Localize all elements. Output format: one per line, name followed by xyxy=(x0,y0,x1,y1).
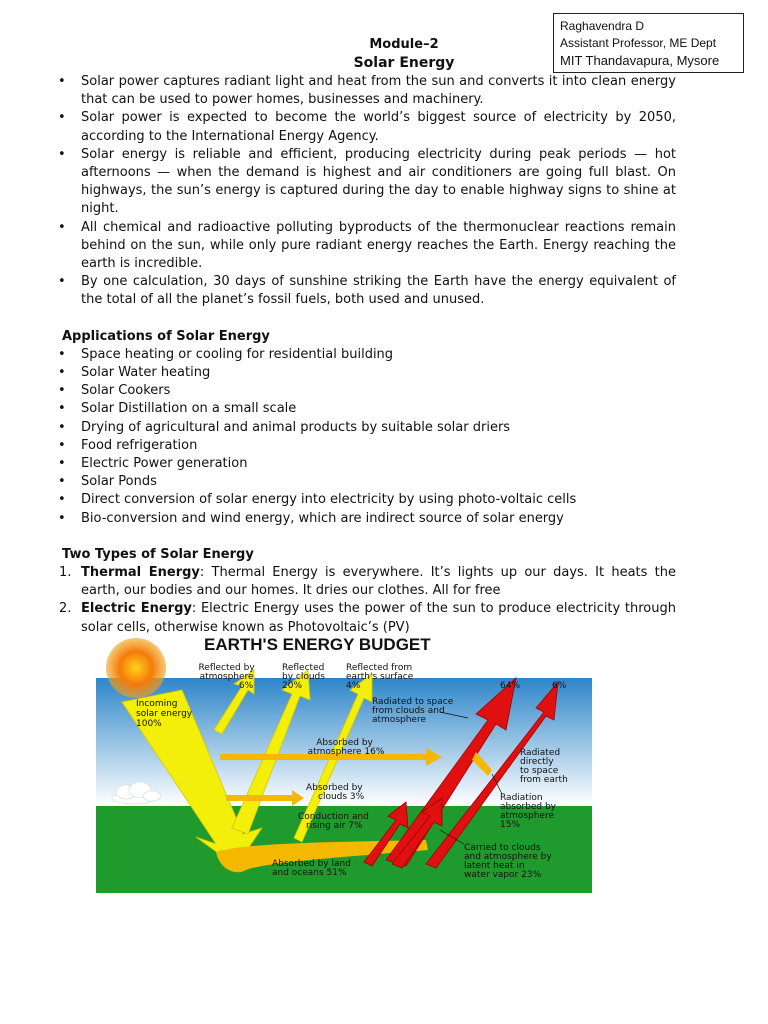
list-item: • Direct conversion of solar energy into electricity by using photo-voltaic cells xyxy=(62,491,676,509)
term-label: Thermal Energy xyxy=(81,565,200,581)
energy-budget-svg xyxy=(96,630,592,893)
list-item: • Bio-conversion and wind energy, which are indirect source of solar energy xyxy=(62,510,676,528)
list-item: • Solar power captures radiant light and heat from the sun and converts it into clean energy that can be used to power homes, businesses and machinery. xyxy=(62,73,676,109)
label-reflected-atmosphere: Reflected by atmosphere 6% xyxy=(198,663,255,691)
label-radiated-directly: Radiated directly to space from earth xyxy=(520,748,568,785)
list-number: 2. xyxy=(59,601,72,617)
types-heading: Two Types of Solar Energy xyxy=(62,546,254,562)
list-item: • Food refrigeration xyxy=(62,437,676,455)
types-list xyxy=(59,564,676,637)
term-label: Electric Energy xyxy=(81,601,192,617)
label-6-percent: 6% xyxy=(552,681,567,691)
label-absorbed-land: Absorbed by land and oceans 51% xyxy=(272,859,351,878)
applications-list xyxy=(62,346,676,528)
label-radiation-absorbed: Radiation absorbed by atmosphere 15% xyxy=(500,793,556,830)
label-incoming: Incoming solar energy 100% xyxy=(136,699,193,729)
list-item: • Solar Ponds xyxy=(62,473,676,491)
diagram-title: EARTH'S ENERGY BUDGET xyxy=(204,635,431,654)
module-title: Module–2 xyxy=(369,37,439,52)
list-item: • Solar Cookers xyxy=(62,382,676,400)
list-number: 1. xyxy=(59,565,72,581)
list-item: • Solar Water heating xyxy=(62,364,676,382)
list-item: • Space heating or cooling for residential building xyxy=(62,346,676,364)
list-item: • Electric Power generation xyxy=(62,455,676,473)
list-item xyxy=(59,564,676,600)
list-item: • Solar Distillation on a small scale xyxy=(62,400,676,418)
applications-heading: Applications of Solar Energy xyxy=(62,328,270,344)
list-item: • All chemical and radioactive polluting byproducts of the thermonuclear reactions remain behind on the sun, while only pure radiant energy reaches the Earth. Energy reaching the earth is incredible. xyxy=(62,219,676,274)
author-institute: MIT Thandavapura, Mysore xyxy=(560,53,720,68)
page-title: Solar Energy xyxy=(353,55,455,71)
document-body xyxy=(59,73,676,637)
sun-icon xyxy=(106,638,166,698)
list-item: • Solar energy is reliable and efficient, producing electricity during peak periods — hot afternoons — when the demand is highest and air conditioners are going full blast. On highways, the sun’s energy is captured during the day to enable highway signs to shine at night. xyxy=(62,146,676,219)
label-absorbed-atmosphere: Absorbed by atmosphere 16% xyxy=(307,738,385,757)
term-text: : Thermal Energy is everywhere. It’s lights up our days. It heats the earth, our bodies and our homes. It dries our clothes. All for free xyxy=(81,565,676,599)
title-block xyxy=(0,36,768,73)
term-text: : Electric Energy uses the power of the sun to produce electricity through solar cells, otherwise known as Photovoltaic’s (PV) xyxy=(81,601,676,635)
label-reflected-surface: Reflected from earth's surface 4% xyxy=(346,663,414,691)
label-absorbed-clouds: Absorbed by clouds 3% xyxy=(306,783,365,802)
label-radiated-space: Radiated to space from clouds and atmosphere xyxy=(372,697,454,725)
author-name: Raghavendra D xyxy=(560,19,645,33)
list-item: • By one calculation, 30 days of sunshine striking the Earth have the energy equivalent of the total of all the planet’s fossil fuels, both used and unused. xyxy=(62,273,676,309)
label-conduction: Conduction and rising air 7% xyxy=(298,812,369,831)
intro-list xyxy=(62,73,676,310)
energy-budget-diagram xyxy=(96,630,592,893)
label-64-percent: 64% xyxy=(500,681,521,691)
list-item: • Drying of agricultural and animal products by suitable solar driers xyxy=(62,419,676,437)
author-designation: Assistant Professor, ME Dept xyxy=(560,36,717,50)
label-reflected-clouds: Reflected by clouds 20% xyxy=(282,663,325,691)
label-carried: Carried to clouds and atmosphere by latent heat in water vapor 23% xyxy=(464,843,552,880)
list-item: • Solar power is expected to become the world’s biggest source of electricity by 2050, according to the International Energy Agency. xyxy=(62,109,676,145)
